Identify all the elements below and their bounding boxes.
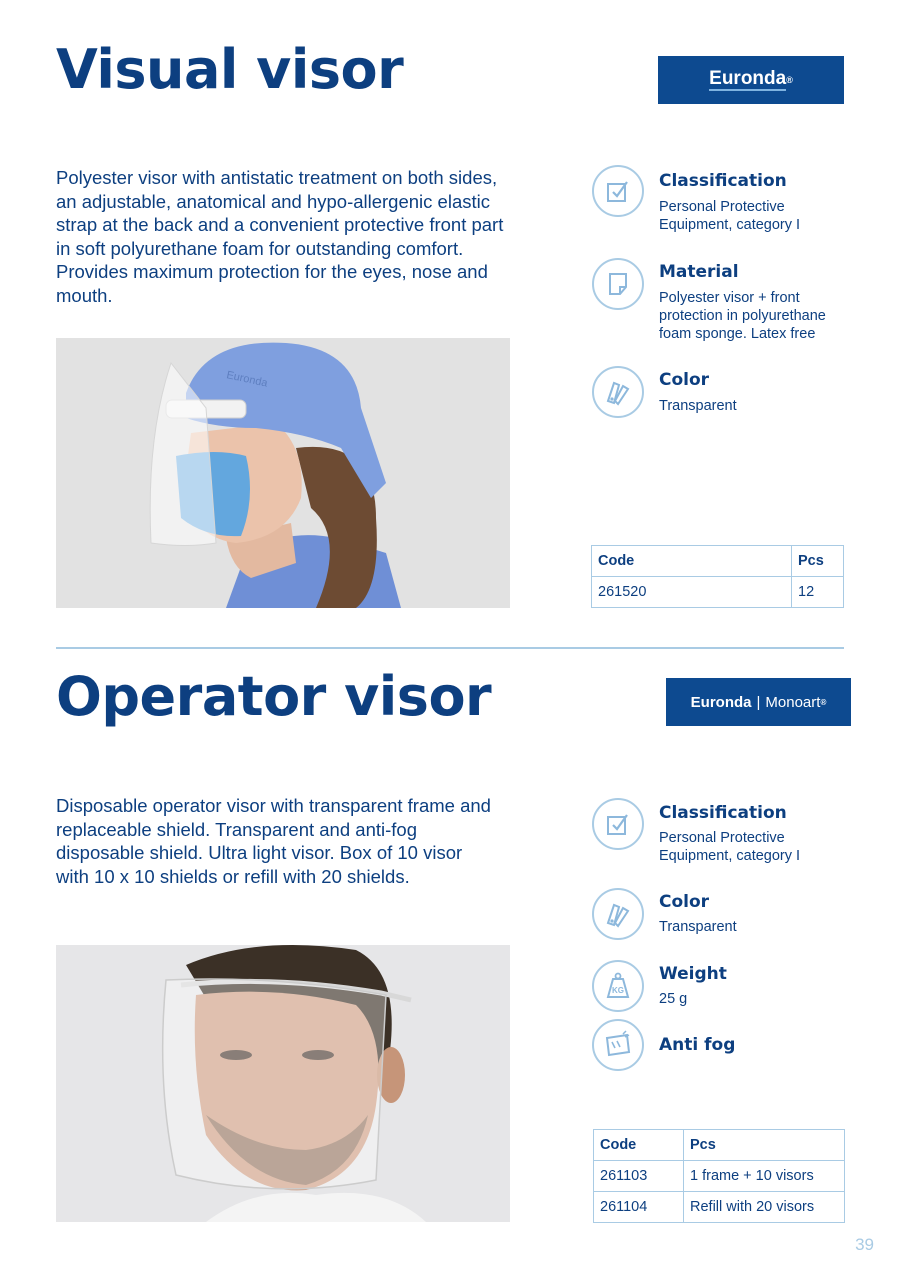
page-number: 39 [855, 1235, 874, 1254]
operator-visor-description: Disposable operator visor with transparent frame and replaceable shield. Transparent and anti-fog disposable shield. Ultra light visor. Box of 10 visor with 10 x 10 shields or refill with 20 shields. [56, 795, 491, 887]
feature-title: Anti fog [659, 1035, 736, 1055]
feature-text: Personal Protective Equipment, category I [659, 199, 801, 233]
table-row [594, 1161, 845, 1192]
table-header-row [594, 1130, 845, 1161]
brand-sub: Monoart [765, 693, 821, 711]
document-icon [592, 258, 644, 310]
feature-text: Polyester visor + front protection in polyurethane foam sponge. Latex free [659, 290, 826, 342]
table-header: Pcs [792, 546, 844, 577]
feature-title: Color [659, 370, 710, 390]
operator-visor-photo [56, 945, 510, 1222]
feature-text: 25 g [659, 991, 688, 1007]
brand-name: Euronda [690, 693, 752, 711]
visual-visor-code-table [591, 545, 844, 608]
svg-text:KG: KG [612, 986, 624, 995]
table-header: Code [592, 546, 792, 577]
table-cell: 12 [792, 577, 844, 608]
checkbox-icon [592, 798, 644, 850]
table-cell: Refill with 20 visors [684, 1192, 845, 1223]
feature-text: Personal Protective Equipment, category I [659, 830, 801, 864]
table-row [592, 577, 844, 608]
table-header: Pcs [684, 1130, 845, 1161]
table-row [594, 1192, 845, 1223]
color-swatch-icon [592, 366, 644, 418]
euronda-logo: Euronda ® [658, 56, 844, 104]
feature-text: Transparent [659, 398, 737, 414]
operator-visor-code-table [593, 1129, 845, 1223]
table-cell: 261103 [594, 1161, 684, 1192]
table-cell: 261520 [592, 577, 792, 608]
color-swatch-icon [592, 888, 644, 940]
section-divider [56, 647, 844, 649]
feature-title: Material [659, 262, 739, 282]
brand-separator: | [756, 693, 761, 711]
table-header: Code [594, 1130, 684, 1161]
checkbox-icon [592, 165, 644, 217]
feature-text: Transparent [659, 919, 737, 935]
visual-visor-description: Polyester visor with antistatic treatment on both sides, an adjustable, anatomical and hypo-allergenic elastic strap at the back and a convenient protective front part in soft polyurethane foam for outstanding comfort. Provides maximum protection for the eyes, nose and mouth. [56, 167, 504, 306]
table-cell: 261104 [594, 1192, 684, 1223]
operator-visor-title: Operator visor [56, 665, 492, 728]
visual-visor-photo [56, 338, 510, 608]
visual-visor-title: Visual visor [56, 38, 404, 101]
feature-title: Classification [659, 171, 787, 191]
euronda-monoart-logo: Euronda | Monoart ® [666, 678, 851, 726]
table-cell: 1 frame + 10 visors [684, 1161, 845, 1192]
table-header-row [592, 546, 844, 577]
weight-icon [592, 960, 644, 1012]
cap-logo-text: Euronda [225, 369, 269, 390]
anti-fog-icon [592, 1019, 644, 1071]
brand-name: Euronda [709, 68, 787, 89]
feature-title: Classification [659, 803, 787, 823]
feature-title: Color [659, 892, 710, 912]
feature-title: Weight [659, 964, 727, 984]
